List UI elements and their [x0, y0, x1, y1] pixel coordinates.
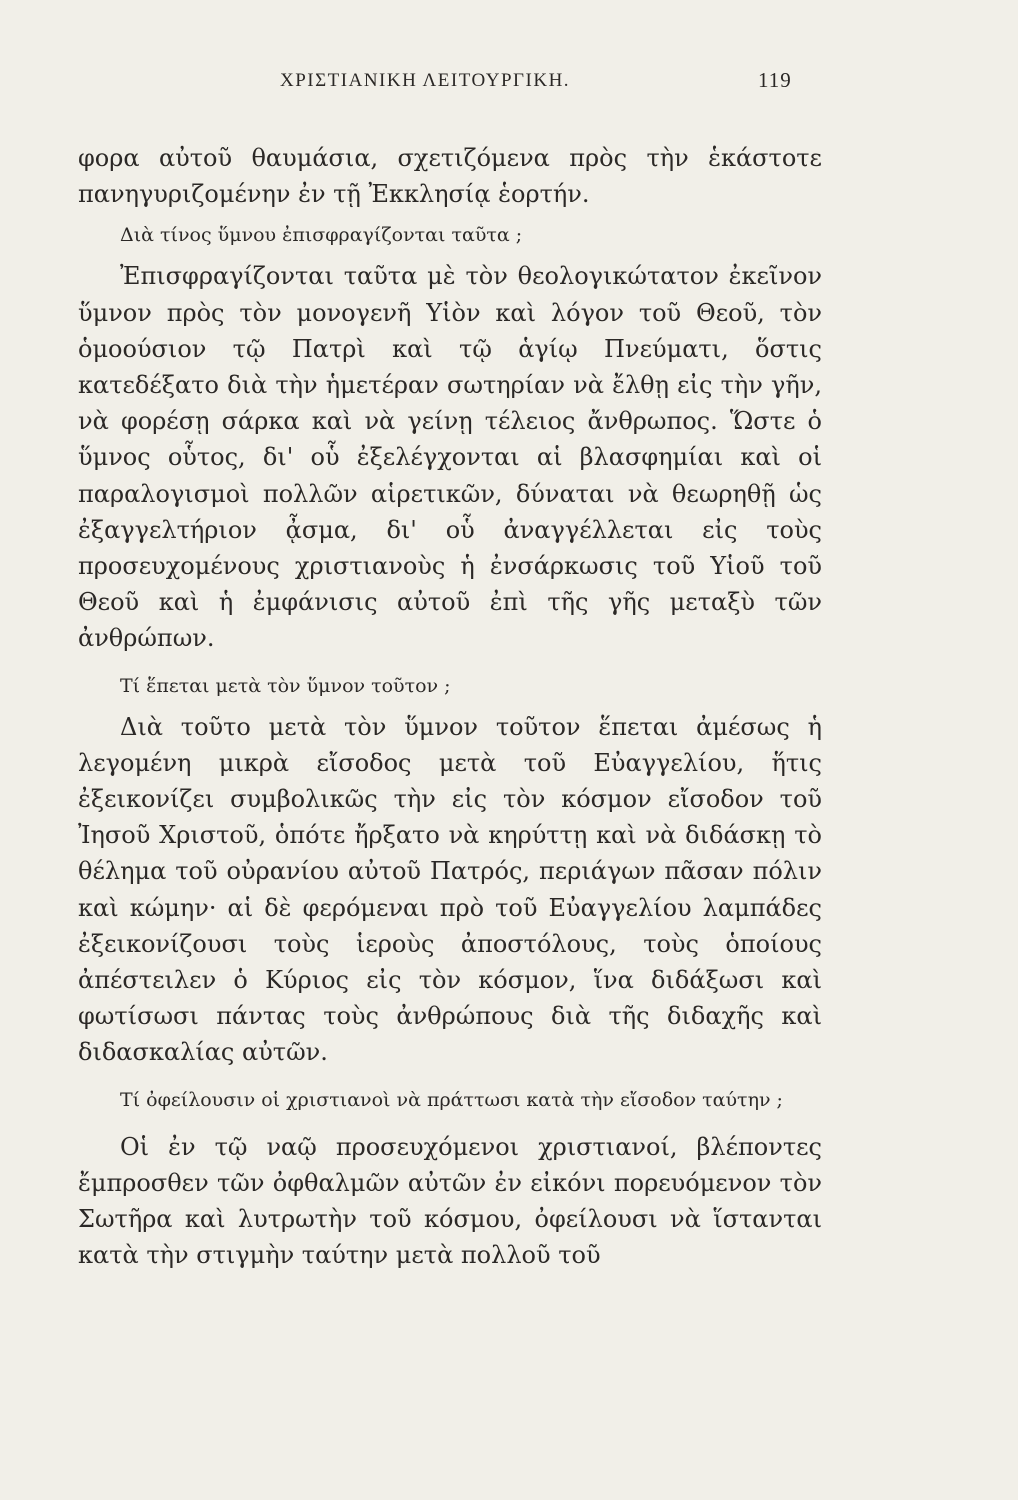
page-body: [78, 140, 822, 1273]
catechism-answer-1: Ἐπισφραγίζονται ταῦτα μὲ τὸν θεολογικώτατον ἐκεῖνον ὕμνον πρὸς τὸν μονογενῆ Υἱὸν καὶ λόγον τοῦ Θεοῦ, τὸν ὁμοούσιον τῷ Πατρὶ καὶ τῷ ἁγίῳ Πνεύματι, ὅστις κατεδέξατο διὰ τὴν ἡμετέραν σωτηρίαν νὰ ἔλθῃ εἰς τὴν γῆν, νὰ φορέσῃ σάρκα καὶ νὰ γείνῃ τέλειος ἄνθρωπος. Ὥστε ὁ ὕμνος οὗτος, δι' οὗ ἐξελέγχονται αἱ βλασφημίαι καὶ οἱ παραλογισμοὶ πολλῶν αἱρετικῶν, δύναται νὰ θεωρηθῇ ὡς ἐξαγγελτήριον ᾆσμα, δι' οὗ ἀναγγέλλεται εἰς τοὺς προσευχομένους χριστιανοὺς ἡ ἐνσάρκωσις τοῦ Υἱοῦ τοῦ Θεοῦ καὶ ἡ ἐμφάνισις αὐτοῦ ἐπὶ τῆς γῆς μεταξὺ τῶν ἀνθρώπων.: [78, 262, 822, 653]
running-head-title: ΧΡΙΣΤΙΑΝΙΚΗ ΛΕΙΤΟΥΡΓΙΚΗ.: [280, 70, 571, 91]
catechism-answer-2: Διὰ τοῦτο μετὰ τὸν ὕμνον τοῦτον ἕπεται ἀμέσως ἡ λεγομένη μικρὰ εἴσοδος μετὰ τοῦ Εὐαγγελίου, ἥτις ἐξεικονίζει συμβολικῶς τὴν εἰς τὸν κόσμον εἴσοδον τοῦ Ἰησοῦ Χριστοῦ, ὁπότε ἤρξατο νὰ κηρύττῃ καὶ νὰ διδάσκῃ τὸ θέλημα τοῦ οὐρανίου αὐτοῦ Πατρός, περιάγων πᾶσαν πόλιν καὶ κώμην· αἱ δὲ φερόμεναι πρὸ τοῦ Εὐαγγελίου λαμπάδες ἐξεικονίζουσι τοὺς ἱεροὺς ἀποστόλους, τοὺς ὁποίους ἀπέστειλεν ὁ Κύριος εἰς τὸν κόσμον, ἵνα διδάξωσι καὶ φωτίσωσι πάντας τοὺς ἀνθρώπους διὰ τῆς διδαχῆς καὶ διδασκαλίας αὐτῶν.: [78, 712, 822, 1067]
catechism-answer-3: Οἱ ἐν τῷ ναῷ προσευχόμενοι χριστιανοί, βλέποντες ἔμπροσθεν τῶν ὀφθαλμῶν αὐτῶν ἐν εἰκόνι πορευόμενον τὸν Σωτῆρα καὶ λυτρωτὴν τοῦ κόσμου, ὀφείλουσι νὰ ἵστανται κατὰ τὴν στιγμὴν ταύτην μετὰ πολλοῦ τοῦ: [78, 1132, 822, 1270]
catechism-question-3: Τί ὀφείλουσιν οἱ χριστιανοὶ νὰ πράττωσι κατὰ τὴν εἴσοδον ταύτην ;: [120, 1088, 783, 1111]
page-number: 119: [758, 68, 792, 92]
paragraph-continuation: φορα αὐτοῦ θαυμάσια, σχετιζόμενα πρὸς τὴν ἑκάστοτε πανηγυριζομένην ἐν τῇ Ἐκκλησίᾳ ἑορτήν.: [78, 144, 822, 209]
catechism-question-2: Τί ἕπεται μετὰ τὸν ὕμνον τοῦτον ;: [120, 674, 451, 697]
catechism-question-1: Διὰ τίνος ὕμνου ἐπισφραγίζονται ταῦτα ;: [120, 224, 523, 247]
